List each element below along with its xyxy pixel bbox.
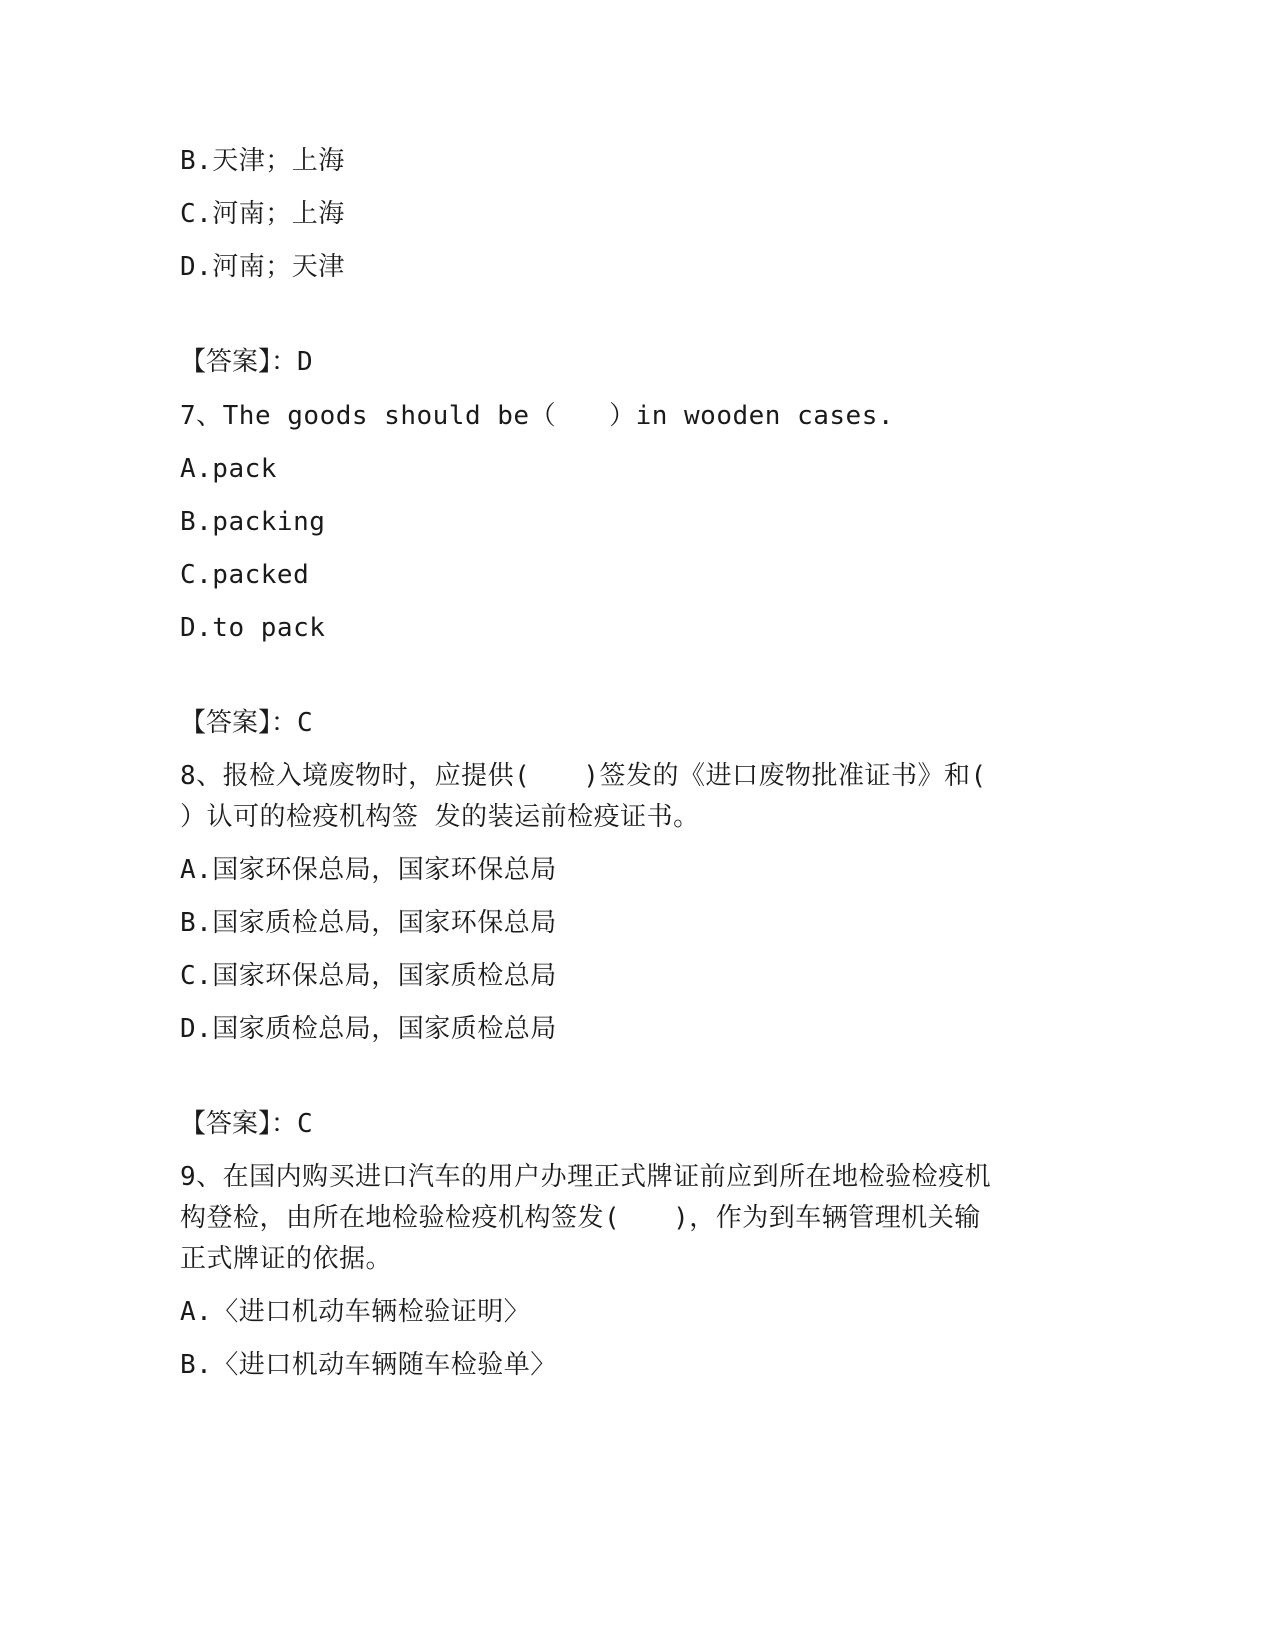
q9-stem-line2: 构登检，由所在地检验检疫机构签发( )，作为到车辆管理机关输 (180, 1203, 981, 1233)
q7-option-d: D.to pack (180, 613, 326, 643)
q7-option-b: B.packing (180, 507, 326, 537)
q8-stem-line2: ）认可的检疫机构签 发的装运前检疫证书。 (180, 802, 700, 832)
q7-option-c: C.packed (180, 560, 310, 590)
q8-option-a: A.国家环保总局，国家环保总局 (180, 855, 557, 885)
q8-option-c: C.国家环保总局，国家质检总局 (180, 961, 557, 991)
q7-answer: 【答案】：C (180, 708, 313, 738)
q8-stem-line1: 8、报检入境废物时，应提供( )签发的《进口废物批准证书》和( (180, 761, 987, 791)
q8-option-b: B.国家质检总局，国家环保总局 (180, 908, 557, 938)
q9-option-a: A.〈进口机动车辆检验证明〉 (180, 1297, 531, 1327)
q7-option-a: A.pack (180, 454, 277, 484)
q9-stem-line1: 9、在国内购买进口汽车的用户办理正式牌证前应到所在地检验检疫机 (180, 1162, 992, 1192)
q6-answer: 【答案】：D (180, 347, 313, 377)
q8-answer: 【答案】：C (180, 1109, 313, 1139)
q7-stem: 7、The goods should be（ ）in wooden cases. (180, 401, 895, 431)
q6-option-b: B.天津；上海 (180, 146, 345, 176)
q6-option-c: C.河南；上海 (180, 199, 345, 229)
q9-stem-line3: 正式牌证的依据。 (180, 1244, 393, 1274)
q9-option-b: B.〈进口机动车辆随车检验单〉 (180, 1350, 557, 1380)
q6-option-d: D.河南；天津 (180, 252, 345, 282)
q8-option-d: D.国家质检总局，国家质检总局 (180, 1014, 557, 1044)
